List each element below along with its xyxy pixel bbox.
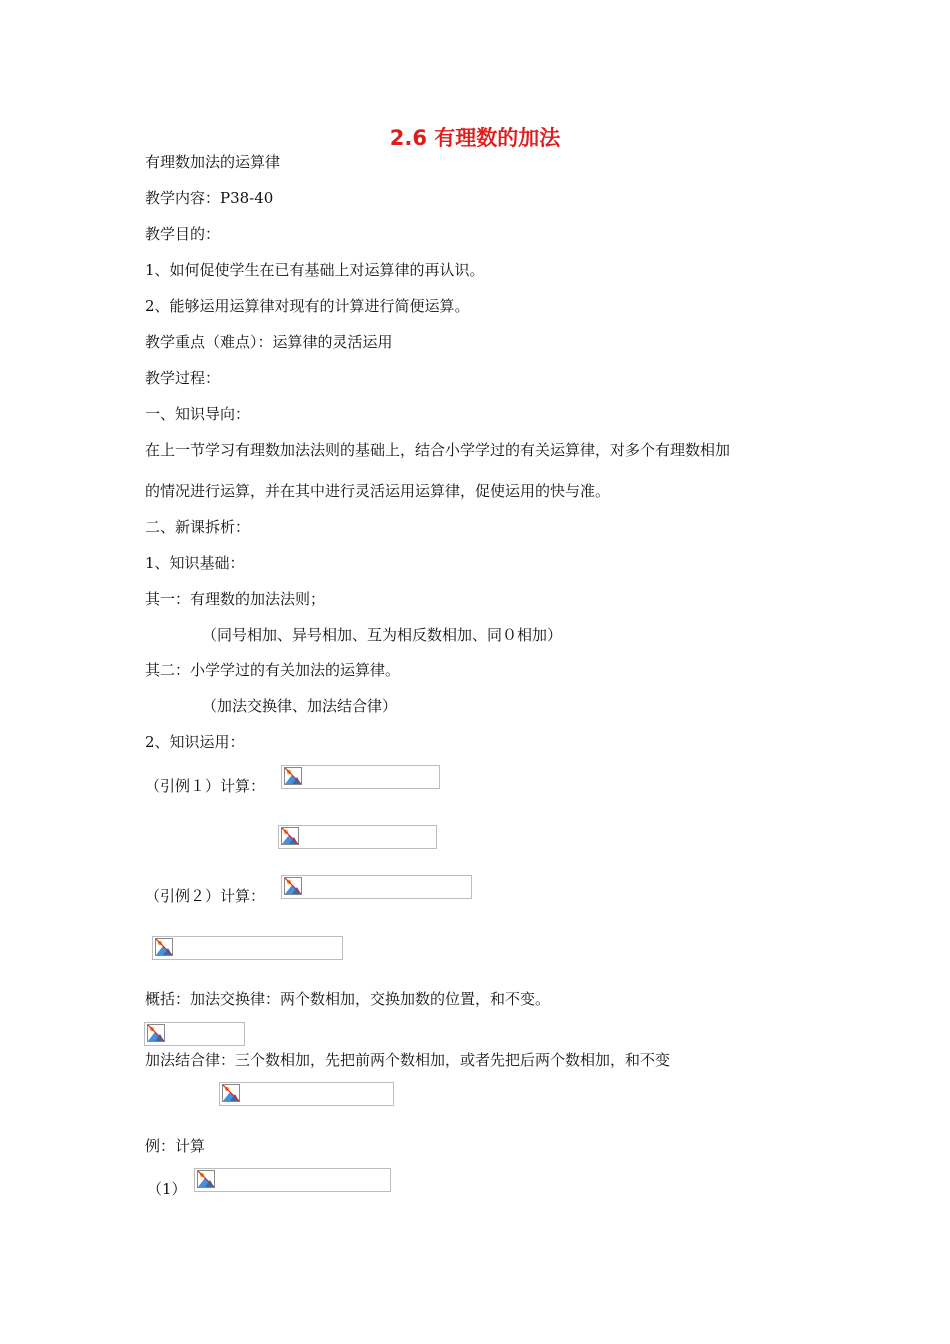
broken-image-placeholder	[278, 825, 437, 849]
example-item-1-label: （1）	[147, 1180, 187, 1198]
section-2-heading: 二、新课拆析：	[145, 518, 251, 536]
paragraph-line-2: 的情况进行运算，并在其中进行灵活运用运算律，促使运用的快与准。	[145, 482, 611, 500]
key-point-text: 教学重点（难点）：运算律的灵活运用	[145, 333, 393, 351]
paragraph-line-1: 在上一节学习有理数加法法则的基础上，结合小学学过的有关运算律，对多个有理数相加	[145, 441, 731, 459]
broken-image-placeholder	[194, 1168, 391, 1192]
associative-law-text: 加法结合律：三个数相加，先把前两个数相加，或者先把后两个数相加，和不变	[145, 1051, 671, 1069]
section-1-heading: 一、知识导向：	[145, 405, 251, 423]
broken-image-icon	[284, 877, 302, 895]
broken-image-placeholder	[144, 1022, 245, 1046]
broken-image-icon	[147, 1024, 165, 1042]
broken-image-icon	[155, 938, 173, 956]
example-2-label: （引例２）计算：	[145, 887, 266, 905]
knowledge-base-heading: 1、知识基础：	[145, 554, 245, 572]
commutative-law-text: 概括：加法交换律：两个数相加，交换加数的位置，和不变。	[145, 990, 551, 1008]
teaching-goal-heading: 教学目的：	[145, 225, 221, 243]
broken-image-placeholder	[281, 765, 440, 789]
process-heading: 教学过程：	[145, 369, 221, 387]
broken-image-placeholder	[281, 875, 472, 899]
subtitle-text: 有理数加法的运算律	[145, 153, 281, 171]
broken-image-placeholder	[219, 1082, 394, 1106]
second-item-text: 其二：小学学过的有关加法的运算律。	[145, 661, 401, 679]
teaching-content-text: 教学内容：P38-40	[145, 189, 274, 207]
second-item-detail: （加法交换律、加法结合律）	[202, 697, 398, 715]
knowledge-use-heading: 2、知识运用：	[145, 733, 245, 751]
goal-item-2: 2、能够运用运算律对现有的计算进行简便运算。	[145, 297, 470, 315]
broken-image-icon	[284, 767, 302, 785]
example-1-label: （引例１）计算：	[145, 777, 266, 795]
first-item-detail: （同号相加、异号相加、互为相反数相加、同０相加）	[202, 626, 563, 644]
broken-image-icon	[222, 1084, 240, 1102]
page-title: 2.6 有理数的加法	[389, 126, 561, 150]
example-heading: 例：计算	[145, 1137, 206, 1155]
goal-item-1: 1、如何促使学生在已有基础上对运算律的再认识。	[145, 261, 485, 279]
broken-image-icon	[197, 1170, 215, 1188]
broken-image-placeholder	[152, 936, 343, 960]
broken-image-icon	[281, 827, 299, 845]
first-item-text: 其一：有理数的加法法则；	[145, 590, 326, 608]
